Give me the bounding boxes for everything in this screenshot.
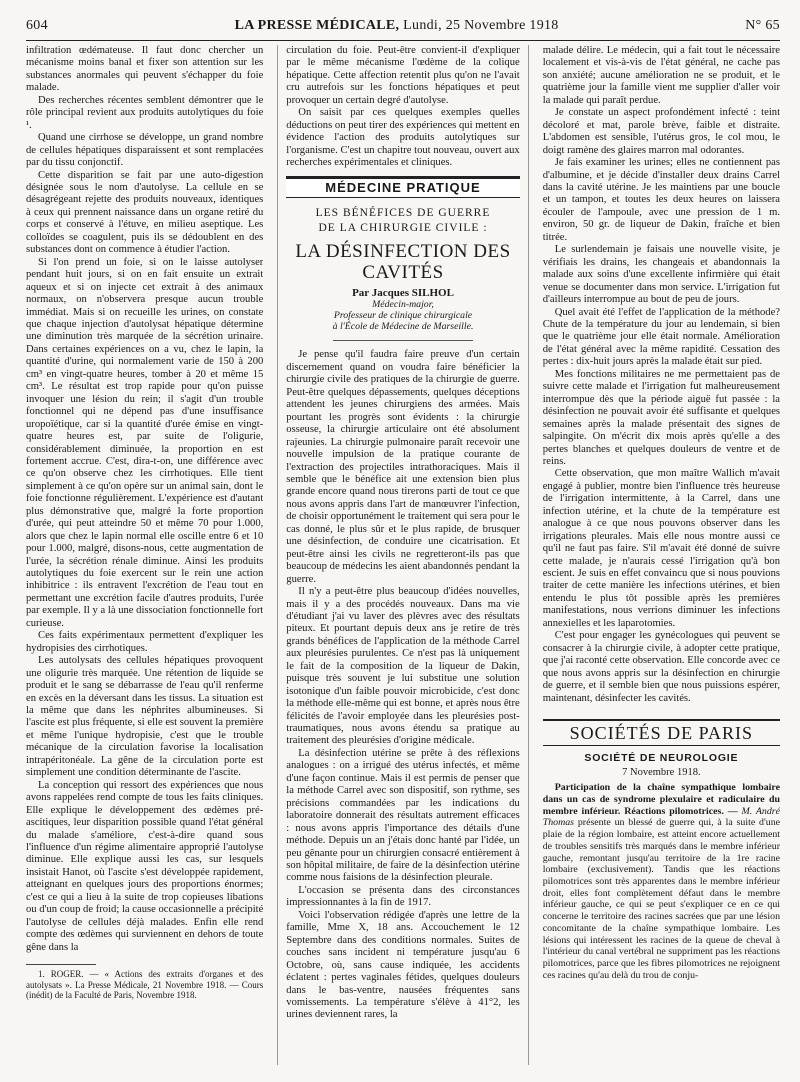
issue-date: Lundi, 25 Novembre 1918 bbox=[403, 18, 559, 33]
paragraph: Je pense qu'il faudra faire preuve d'un certain discernement quand on voudra faire bénéficier la chirurgie civile des pratiques de la chirurgie de guerre. Peut-être quelques dépassements, quelques déceptions attendent les jeunes chirurgiens des armées. Mais pourtant les progrès sont évidents : la chirurgie osseuse, la chirurgie articulaire ont été absolument rajeunies. La chirurgie pulmonaire paraît recevoir une nouvelle impulsion de la pratique courante de l'extraction des projectiles intrathoraciques. Mais il semble que le bénéfice ait une extension bien plus grande encore quand nous tirerons parti de tout ce que nous avons appris dans l'art de manœuvrer l'infection, de choisir opportunément le traitement qui sera pour le cas donné, le plus sûr et le plus rapide, de brusquer une désinfection, de conduire une cicatrisation. Et peut-être ainsi les civils ne regretteront-ils pas que beaucoup de médecins les aient abandonnés pendant la guerre. bbox=[286, 349, 520, 585]
paragraph: La désinfection utérine se prête à des réflexions analogues : on a irrigué des utérus infectés, et même d'une façon continue. Mais il est permis de penser que la méthode Carrel avec son dispositif, son rythme, ses précisions commandées par les indications du laboratoire donnerait des résultats autrement efficaces : nous avons appris l'importance des détails d'une méthode. Depuis un an j'étais donc hanté par l'idée, un peu gênante pour un chirurgien consacré entièrement à son hôpital militaire, de faire de la désinfection utérine comme nous faisions de la désinfection pleurale. bbox=[286, 747, 520, 884]
kicker-line: LES BÉNÉFICES DE GUERRE bbox=[315, 206, 491, 219]
paragraph: Quand une cirrhose se développe, un grand nombre de cellules hépatiques disparaissent et sont remplacées par du tissu conjonctif. bbox=[26, 132, 264, 169]
author-affiliation: Médecin-major, bbox=[372, 299, 434, 311]
paragraph: Des recherches récentes semblent démontrer que le rôle principal revient aux produits autolytiques du foie ¹. bbox=[26, 94, 264, 131]
journal-masthead bbox=[235, 18, 559, 34]
author-affiliation: à l'École de Médecine de Marseille. bbox=[332, 321, 474, 333]
column-2 bbox=[277, 45, 528, 1065]
paragraph: Mes fonctions militaires ne me permettaient pas de suivre cette malade et l'irrigation fut malheureusement interrompue dès que la période aiguë fut passée : la désinfection ne pouvait avoir été suffisante et quelques semaines après la malade présentait des signes de salpingite. On m'écrit dix mois après qu'elle a des pertes blanches et quelques douleurs de ventre et de reins. bbox=[542, 368, 781, 467]
society-date: 7 Novembre 1918. bbox=[622, 766, 701, 778]
footnote: 1. ROGER. — « Actions des extraits d'organes et des autolysats ». La Presse Médicale, 21 Novembre 1918. — Cours (inédit) de la Faculté de Paris, Novembre 1918. bbox=[26, 969, 264, 1001]
paragraph: circulation du foie. Peut-être convient-il d'expliquer par le même mécanisme l'œdème de la colique hépatique. Cette affection retentit plus qu'on ne l'avait cru autrefois sur les fonctions hépatiques et peut provoquer un certain degré d'autolyse. bbox=[286, 45, 520, 106]
column-1 bbox=[26, 45, 263, 1065]
author-affiliation: Professeur de clinique chirurgicale bbox=[333, 310, 473, 322]
society-name: SOCIÉTÉ DE NEUROLOGIE bbox=[584, 752, 739, 765]
paragraph: Le surlendemain je faisais une nouvelle visite, je vérifiais les drains, les changeais et abandonnais la malade aux soins d'une excellente infirmière qui était venue se documenter dans mon service. L'irrigation fut d'ailleurs interrompue au bout de peu de jours. bbox=[542, 244, 781, 306]
issue-number: N° 65 bbox=[745, 18, 780, 33]
article-byline: Par Jacques SILHOL bbox=[352, 286, 454, 299]
paragraph: La conception qui ressort des expériences que nous avons rappelées rend compte de tous les faits cliniques. Elle explique le développement des œdèmes pré-ascitiques, leur disparition possible quand l'état général du malade s'améliore, c'est-à-dire quand sous l'influence d'un régime alimentaire approprié l'autolyse diminue. Elle explique aussi les cas, sur lesquels insistait Hanot, où l'ascite s'est développée rapidement, atteignant en quelques jours des proportions énormes; c'est ce qui a lieu à la suite de trop copieuses libations ou d'un coup de froid; la cause occasionnelle a précipité l'autolyse de cellules déjà malades. Enfin elle rend compte des œdèmes qui surviennent en dehors de toute gêne dans la bbox=[26, 779, 264, 953]
paragraph: malade délire. Le médecin, qui a fait tout le nécessaire localement et vis-à-vis de l'état général, ne cache pas son anxiété; aucune amélioration ne se produit, et le quatrième jour la famille vient me supplier d'aller voir la malade qui paraît perdue. bbox=[542, 45, 781, 106]
paragraph: Cette observation, que mon maître Wallich m'avait engagé à publier, montre bien l'influence très heureuse de l'irrigation intermittente, à la Carrel, dans une infection utérine, et la chute de la température est analogue à ce que nous pouvons observer dans les irrigations pleurales. Mais elle nous montre aussi ce qu'il ne faut pas faire. S'il m'avait été donné de suivre cette malade, je n'aurais cessé l'irrigation qu'à bon escient. Je suis en effet convaincu que si nous pouvions traiter de cette manière les infections utérines, et bien entendu le plus tôt possible après les premières manifestations, nous verrions diminuer les infections annexielles et les laparotomies. bbox=[542, 468, 781, 629]
kicker-line: DE LA CHIRURGIE CIVILE : bbox=[318, 221, 488, 234]
journal-title: LA PRESSE MÉDICALE, bbox=[234, 18, 400, 33]
paragraph: Voici l'observation rédigée d'après une lettre de la famille, Mme X, 18 ans. Accouchement le 12 Septembre dans des conditions normales. Suites de couches sans incident ni température jusqu'au 6 Octobre, où, sans cause indiquée, les accidents éclatent : pertes vaginales fétides, quelques douleurs dans le bas-ventre, nausées fréquentes sans vomissements. La température s'élève à 41°2, les urines deviennent rares, la bbox=[286, 909, 520, 1021]
paragraph: Je constate un aspect profondément infecté : teint décoloré et mat, parole brève, faible et distraite. L'abdomen est sensible, l'utérus gros, le col mou, le doigt ramène des glaires marron mal odorantes. bbox=[542, 107, 781, 156]
paragraph: Cette disparition se fait par une auto-digestion désignée sous le nom d'autolyse. La cellule en se désagrégeant rejette des produits nouveaux, identiques à ceux qui prennent naissance dans un organe retiré du corps et conservé à l'étuve, en milieu aseptique. Les colloïdes se coagulent, puis ils se dédoublent en des substances dont on commence à étudier l'action. bbox=[26, 169, 264, 256]
text-columns bbox=[26, 45, 780, 1065]
paragraph: Si l'on prend un foie, si on le laisse autolyser pendant huit jours, si on en fait ensuite un extrait aqueux et si on injecte cet extrait à des animaux normaux, on n'observera presque aucun trouble immédiat. Mais si on recueille les urines, on constate que chaque injection d'autolysat hépatique détermine une diminution très marquée de la sécrétion urinaire. Dans certaines expériences on a vu, chez le lapin, la quantité d'urine, qui normalement varie de 150 à 200 cm³ en vingt-quatre heures, tomber à 20 et même 15 cm³. Le résultat est trop rapide pour qu'on puisse invoquer une lésion du rein; il s'agit d'un trouble fonctionnel qui ne dépend pas d'une insuffisance uropoïétique, car si la quantité d'urée émise en vingt-quatre heures est, par suite de l'oligurie, considérablement diminuée, la proportion en est fortement accrue. C'est, dira-t-on, une différence avec ce qu'on observe chez les cirrhotiques. Elle tient simplement à ce qu'on opère sur un animal sain, dont le foie fonctionne régulièrement. L'expérience est d'autant plus démonstrative que, malgré la forte proportion d'urée, qui peut atteindre 50 et même 70 pour 1.000, alors que chez le lapin normal elle oscille entre 6 et 10 pour 1.000, malgré, disons-nous, cette augmentation de l'urée, la sécrétion rénale diminue. Ainsi les produits autolytiques du foie exercent sur le rein une action inhibitrice : ils entravent l'excrétion de l'eau tout en permettant une excrétion facile d'autres produits, l'urée par exemple. Il y a là une dissociation fonctionnelle fort curieuse. bbox=[26, 256, 264, 629]
paragraph: C'est pour engager les gynécologues qui peuvent se consacrer à la chirurgie civile, à adopter cette pratique, que j'ai raconté cette observation. Elle concorde avec ce que nous avons appris sur la désinfection en chirurgie de guerre, et il semble bien que nous puissions espérer, maintenant, désinfecter les cavités. bbox=[542, 630, 781, 704]
report-author: M. André Thomas bbox=[542, 805, 781, 829]
paragraph: Les autolysats des cellules hépatiques provoquent une oligurie très marquée. Une rétention de liquide se produit et le sang se débarrasse de l'eau qu'il renferme en excès en la déversant dans les tissus. La situation est la même que dans les néphrites albumineuses. Si l'ascite est plus fréquente, si elle est souvent la première et même l'unique hydropisie, c'est que le trouble mécanique de la circulation favorise la localisation intrapéritonéale. La gêne de la circulation porte est simplement une condition déterminante de l'ascite. bbox=[26, 655, 264, 779]
section-heading: MÉDECINE PRATIQUE bbox=[286, 176, 519, 198]
header-rule bbox=[26, 40, 780, 41]
report-body: présente un blessé de guerre qui, à la suite d'une plaie de la région lombaire, est atteint encore actuellement de troubles sensitifs très marqués dans le membre inférieur gauche, remontant jusqu'au territoire de la 1re racine lombaire (exclusivement). Tandis que les réactions pilomotrices sont très apparentes dans le membre inférieur droit, elles font complètement défaut dans le membre inférieur gauche, ce qui se peut s'expliquer ce en ce qui concerne le territoire des racines sacrées que par une lésion concomitante de la chaîne sympathique lombaire. Les lésions qui intéressent les racines de la queue de cheval à l'intérieur du canal vertébral ne suppriment pas les réactions pilomotrices, parce que les fibres pilomotrices ne rejoignent ces racines qu'au delà du trou de conju- bbox=[542, 817, 781, 981]
report-paragraph bbox=[543, 782, 780, 981]
column-3 bbox=[543, 45, 780, 1065]
paragraph: Ces faits expérimentaux permettent d'expliquer les hydropisies des cirrhotiques. bbox=[26, 630, 264, 654]
page-header bbox=[26, 18, 780, 34]
paragraph: Je fais examiner les urines; elles ne contiennent pas d'albumine, et je décide d'installer deux drains Carrel dans la cavité utérine. Je les maintiens par une boucle et un tampon, et toutes les deux heures on laissera écouler de l'ampoule, avec une pression de 1 m. environ, 50 gr. de liqueur de Dakin, fraîche et bien titrée. bbox=[542, 157, 781, 243]
article-headline: LA DÉSINFECTION DES CAVITÉS bbox=[295, 240, 511, 283]
paragraph: Quel avait été l'effet de l'application de la méthode? Chute de la température du jour au lendemain, si bien que le quatrième jour elle était normale. Amélioration de l'état général avec la même rapidité. Cessation des pertes : dix-huit jours après la malade était sur pied. bbox=[542, 306, 781, 368]
paragraph: Il n'y a peut-être plus beaucoup d'idées nouvelles, mais il y a des procédés nouveaux. Dans ma vie d'étudiant j'ai vu laver des plèvres avec des résultats piteux. Et pourtant depuis deux ans je retire de très grands bénéfices de l'application de la méthode Carrel aux pleurésies purulentes. Ce n'est pas là uniquement le fait de la composition de la liqueur de Dakin, puisque très souvent je lui substitue une solution isotonique d'un faible pouvoir microbicide, c'est donc la méthode elle-même qui est bonne, et après nous être félicités de l'avoir employée dans les pleurésies post-traumatiques, nous avons étendu sa pratique au traitement des pleurésies d'origine médicale. bbox=[286, 586, 520, 747]
article-kicker bbox=[286, 206, 519, 236]
page-number: 604 bbox=[26, 18, 48, 33]
paragraph: infiltration œdémateuse. Il faut donc chercher un mécanisme moins banal et fixer son attention sur les substances anormales qui peuvent s'échapper du foie malade. bbox=[26, 45, 264, 94]
paragraph: On saisit par ces quelques exemples quelles déductions on peut tirer des expériences qui mettent en évidence l'action des produits autolytiques sur l'organisme. C'est un chapitre tout nouveau, ouvert aux recherches expérimentales et cliniques. bbox=[286, 107, 520, 169]
societies-heading: SOCIÉTÉS DE PARIS bbox=[543, 719, 780, 746]
report-title: Participation de la chaîne sympathique lombaire dans un cas de syndrome plexulaire et radiculaire du membre inférieur. Réactions pilomotrices. — bbox=[542, 782, 781, 817]
paragraph: L'occasion se présenta dans des circonstances impressionnantes à la fin de 1917. bbox=[286, 884, 520, 909]
divider bbox=[333, 340, 473, 341]
footnote-rule bbox=[26, 964, 96, 965]
